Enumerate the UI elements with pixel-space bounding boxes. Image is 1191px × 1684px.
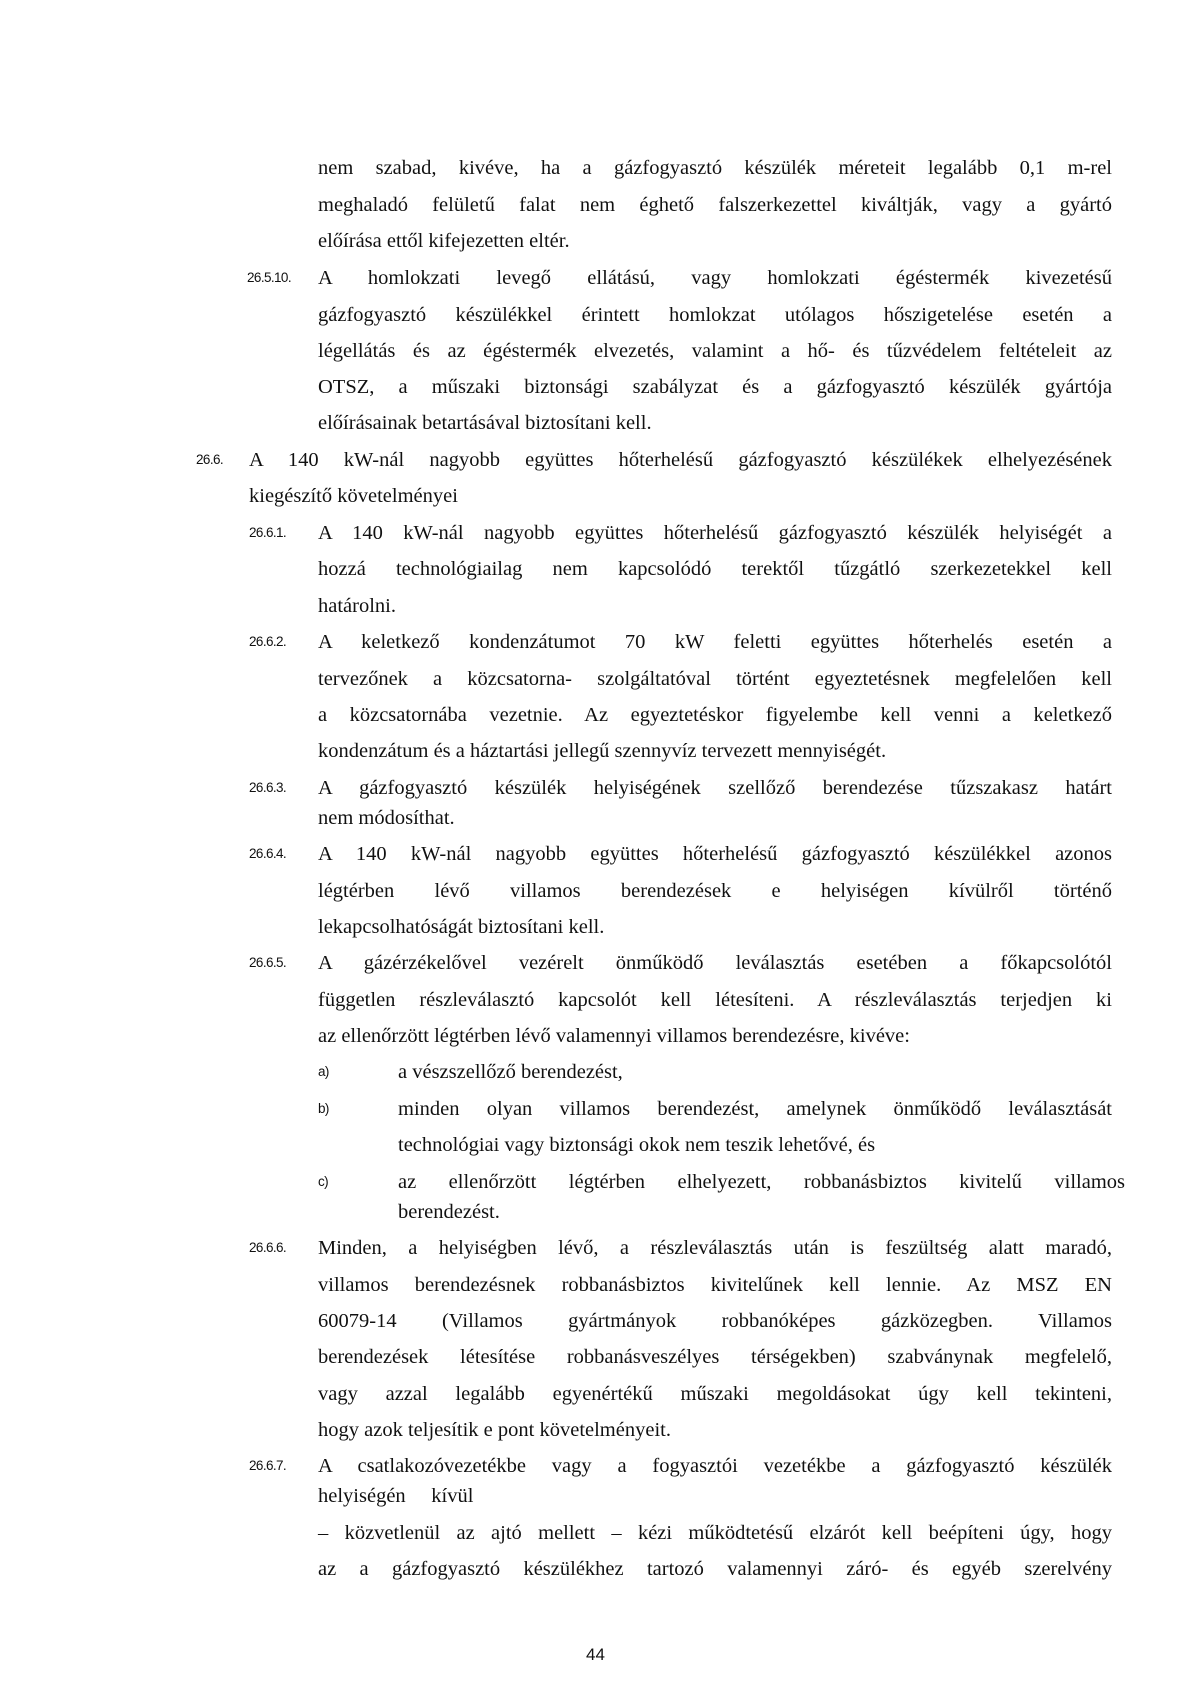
text-line: meghaladó felületű falat nem éghető falszerkezettel kiváltják, vagy a gyártó (318, 194, 1112, 216)
text-line: kondenzátum és a háztartási jellegű szennyvíz tervezett mennyiségét. (318, 740, 887, 762)
clause-number: 26.6.2. (249, 634, 287, 649)
text-line: légtérben lévő villamos berendezések e helyiségen kívülről történő (318, 880, 1112, 902)
list-item-text: berendezést. (398, 1201, 500, 1223)
text-line: villamos berendezésnek robbanásbiztos kivitelűnek kell lennie. Az MSZ EN (318, 1274, 1112, 1296)
list-item-text: az ellenőrzött légtérben elhelyezett, robbanásbiztos kivitelű villamos (398, 1171, 1125, 1193)
text-line: tervezőnek a közcsatorna- szolgáltatóval történt egyeztetésnek megfelelően kell (318, 668, 1112, 690)
clause-number: 26.6.4. (249, 846, 287, 861)
text-line: gázfogyasztó készülékkel érintett homlokzat utólagos hőszigetelése esetén a (318, 304, 1112, 326)
section-number: 26.6. (196, 452, 224, 467)
list-marker: a) (318, 1064, 329, 1079)
clause-number: 26.6.6. (249, 1240, 287, 1255)
text-line: – közvetlenül az ajtó mellett – kézi működtetésű elzárót kell beépíteni úgy, hogy (318, 1522, 1112, 1544)
text-line: előírásainak betartásával biztosítani kell. (318, 412, 652, 434)
text-line: berendezések létesítése robbanásveszélyes térségekben) szabványnak megfelelő, (318, 1346, 1112, 1368)
text-line: az a gázfogyasztó készülékhez tartozó valamennyi záró- és egyéb szerelvény (318, 1558, 1112, 1580)
text-line: nem szabad, kivéve, ha a gázfogyasztó készülék méreteit legalább 0,1 m-rel (318, 157, 1112, 179)
text-line: A csatlakozóvezetékbe vagy a fogyasztói vezetékbe a gázfogyasztó készülék (318, 1455, 1112, 1477)
text-line: független részleválasztó kapcsolót kell létesíteni. A részleválasztás terjedjen ki (318, 989, 1112, 1011)
text-line: A gázérzékelővel vezérelt önműködő leválasztás esetében a főkapcsolótól (318, 952, 1112, 974)
text-line: előírása ettől kifejezetten eltér. (318, 230, 570, 252)
text-line: A 140 kW-nál nagyobb együttes hőterhelésű gázfogyasztó készülék helyiségét a (318, 522, 1112, 544)
clause-number: 26.6.5. (249, 955, 287, 970)
text-line: nem módosíthat. (318, 807, 455, 829)
text-line: légellátás és az égéstermék elvezetés, valamint a hő- és tűzvédelem feltételeit az (318, 340, 1112, 362)
text-line: A homlokzati levegő ellátású, vagy homlokzati égéstermék kivezetésű (318, 267, 1112, 289)
text-line: hozzá technológiailag nem kapcsolódó terektől tűzgátló szerkezetekkel kell (318, 558, 1112, 580)
text-line: A keletkező kondenzátumot 70 kW feletti együttes hőterhelés esetén a (318, 631, 1112, 653)
clause-number: 26.6.7. (249, 1458, 287, 1473)
text-line: OTSZ, a műszaki biztonsági szabályzat és a gázfogyasztó készülék gyártója (318, 376, 1112, 398)
text-line: Minden, a helyiségben lévő, a részleválasztás után is feszültség alatt maradó, (318, 1237, 1112, 1259)
text-line: lekapcsolhatóságát biztosítani kell. (318, 916, 605, 938)
list-marker: c) (318, 1174, 329, 1189)
section-heading-line: A 140 kW-nál nagyobb együttes hőterhelésű gázfogyasztó készülékek elhelyezésének (249, 449, 1112, 471)
list-item-text: technológiai vagy biztonsági okok nem teszik lehetővé, és (398, 1134, 876, 1156)
clause-number: 26.6.3. (249, 780, 287, 795)
text-line: A gázfogyasztó készülék helyiségének szellőző berendezése tűzszakasz határt (318, 777, 1112, 799)
list-marker: b) (318, 1101, 329, 1116)
text-line: vagy azzal legalább egyenértékű műszaki megoldásokat úgy kell tekinteni, (318, 1383, 1112, 1405)
text-line: az ellenőrzött légtérben lévő valamennyi villamos berendezésre, kivéve: (318, 1025, 910, 1047)
clause-number: 26.5.10. (247, 270, 291, 285)
text-line: A 140 kW-nál nagyobb együttes hőterhelésű gázfogyasztó készülékkel azonos (318, 843, 1112, 865)
clause-number: 26.6.1. (249, 525, 287, 540)
section-heading-line: kiegészítő követelményei (249, 485, 458, 507)
page-number: 44 (586, 1645, 605, 1664)
text-line: a közcsatornába vezetnie. Az egyeztetéskor figyelembe kell venni a keletkező (318, 704, 1112, 726)
text-line: határolni. (318, 595, 396, 617)
text-line: helyiségén kívül (318, 1485, 474, 1507)
text-line: hogy azok teljesítik e pont követelményeit. (318, 1419, 671, 1441)
list-item-text: a vészszellőző berendezést, (398, 1061, 623, 1083)
list-item-text: minden olyan villamos berendezést, amelynek önműködő leválasztását (398, 1098, 1112, 1120)
text-line: 60079-14 (Villamos gyártmányok robbanóképes gázközegben. Villamos (318, 1310, 1112, 1332)
